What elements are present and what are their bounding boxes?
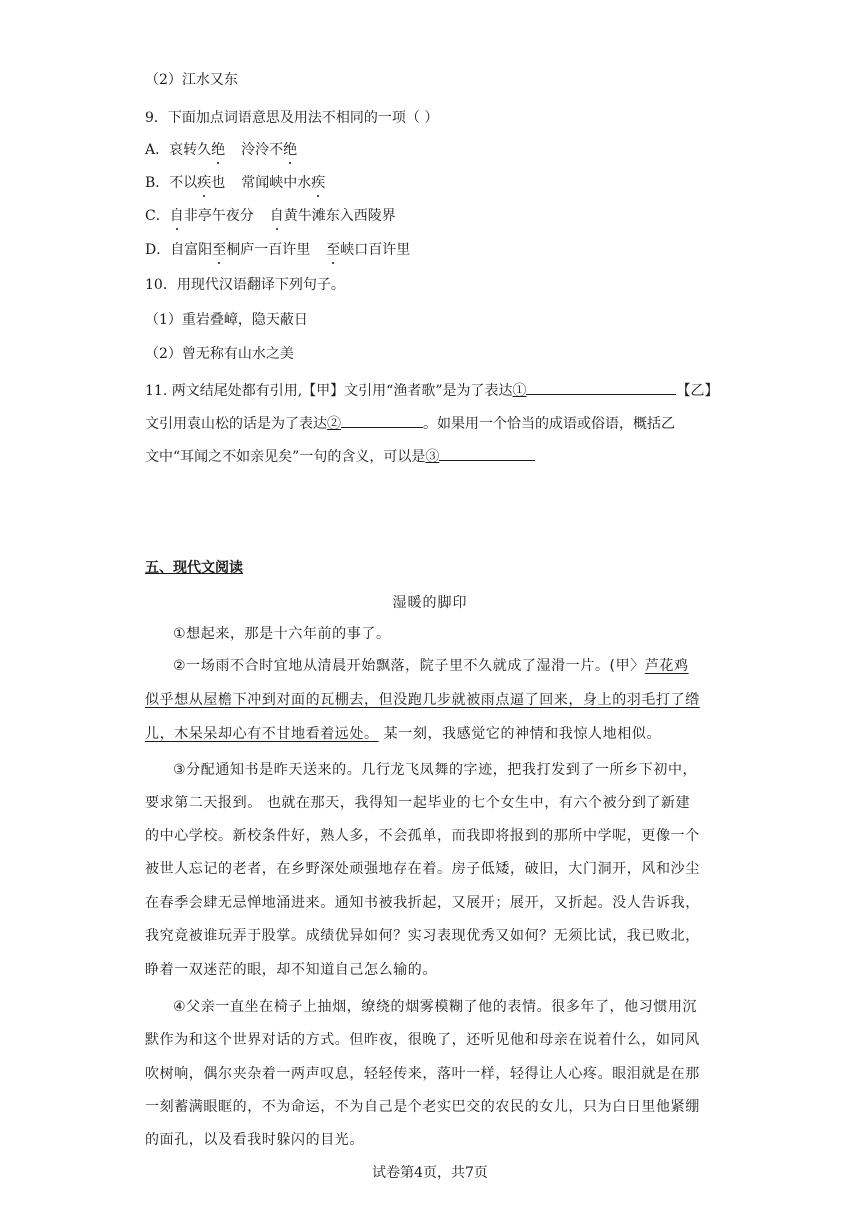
paragraph-4-line-5: 的面孔，以及看我时躲闪的目光。 [145,1132,364,1148]
paragraph-3-line-7: 睁着一双迷茫的眼，却不知道自己怎么输的。 [145,962,437,978]
paragraph-3-line-3: 的中心学校。新校条件好，熟人多，不会孤单，而我即将报到的那所中学呢，更像一个 [145,828,700,844]
q8-item-2: （2）江水又东 [145,72,238,88]
q9-option-b: B．不以疾也 常闻峡中水疾 [145,175,326,191]
paragraph-3-line-2: 要求第二天报到。 也就在那天，我得知一起毕业的七个女生中，有六个被分到了新建 [145,795,691,811]
paragraph-2-line-2: 似乎想从屋檐下冲到对面的瓦棚去，但没跑几步就被雨点逼了回来，身上的羽毛打了绺 [145,692,700,708]
paragraph-3-line-5: 在春季会肆无忌惮地涌进来。通知书被我折起，又展开；展开，又折起。没人告诉我， [145,895,700,911]
section-heading: 五、现代文阅读 [145,560,243,576]
paragraph-1: ①想起来，那是十六年前的事了。 [173,626,391,642]
paragraph-3-line-6: 我究竟被谁玩弄于股掌。成绩优异如何？实习表现优秀又如何？无须比试，我已败北， [145,928,700,944]
q9-option-d: D．自富阳至桐庐一百许里 至峡口百许里 [145,242,411,258]
paragraph-4-line-1: ④父亲一直坐在椅子上抽烟，缭绕的烟雾模糊了他的表情。很多年了，他习惯用沉 [173,999,698,1015]
q9-option-a: A．哀转久绝 泠泠不绝 [145,142,298,158]
page-footer: 试卷第4页，共7页 [372,1165,488,1181]
q11-line-2: 文引用袁山松的话是为了表达② 。如果用一个恰当的成语或俗语，概括乙 [145,411,675,434]
emphasis-dot-char: 至 [326,242,341,258]
q11-line-1: 11. 两文结尾处都有引用,【甲】文引用“渔者歌”是为了表达① 【乙】 [145,378,718,401]
paragraph-3-line-1: ③分配通知书是昨天送来的。几行龙飞凤舞的字迹，把我打发到了一所乡下初中， [173,762,698,778]
paragraph-2-line-3: 儿，木呆呆却心有不甘地看着远处。 某一刻，我感觉它的神情和我惊人地相似。 [145,726,662,742]
answer-blank-2[interactable] [341,411,423,428]
q10-item-1: （1）重岩叠嶂，隐天蔽日 [145,312,308,328]
emphasis-dot-char: 疾 [197,175,212,191]
emphasis-dot-char: 绝 [283,142,298,158]
paragraph-4-line-4: 一刻蓄满眼眶的，不为命运，不为自己是个老实巴交的农民的女儿，只为白日里他紧绷 [145,1099,700,1115]
emphasis-dot-char: 疾 [311,175,326,191]
blank-marker: ③ [425,449,440,465]
paragraph-3-line-4: 被世人忘记的老者，在乡野深处顽强地存在着。房子低矮，破旧，大门洞开，风和沙尘 [145,861,700,877]
q10-stem: 10．用现代汉语翻译下列句子。 [145,277,345,293]
article-title: 湿暖的脚印 [392,595,468,611]
q10-item-2: （2）曾无称有山水之美 [145,346,294,362]
q11-line-3: 文中“耳闻之不如亲见矣”一句的含义，可以是③ [145,444,535,467]
emphasis-dot-char: 至 [212,242,227,258]
emphasis-dot-char: 绝 [211,142,226,158]
blank-marker: ① [512,383,527,399]
paragraph-4-line-2: 默作为和这个世界对话的方式。但昨夜，很晚了，还听见他和母亲在说着什么，如同风 [145,1032,700,1048]
blank-marker: ② [327,416,341,432]
answer-blank-1[interactable] [526,378,676,395]
emphasis-dot-char: 自 [169,208,184,224]
q9-option-c: C．自非亭午夜分 自黄牛滩东入西陵界 [145,208,396,224]
paragraph-4-line-3: 吹树响，偶尔夹杂着一两声叹息，轻轻传来，落叶一样，轻得让人心疼。眼泪就是在那 [145,1066,700,1082]
paragraph-2-line-1: ②一场雨不合时宜地从清晨开始飘落，院子里不久就成了湿滑一片。(甲〉芦花鸡 [173,658,689,674]
q9-stem: 9．下面加点词语意思及用法不相同的一项（ ） [145,110,439,126]
answer-blank-3[interactable] [439,444,535,461]
emphasis-dot-char: 自 [269,208,284,224]
